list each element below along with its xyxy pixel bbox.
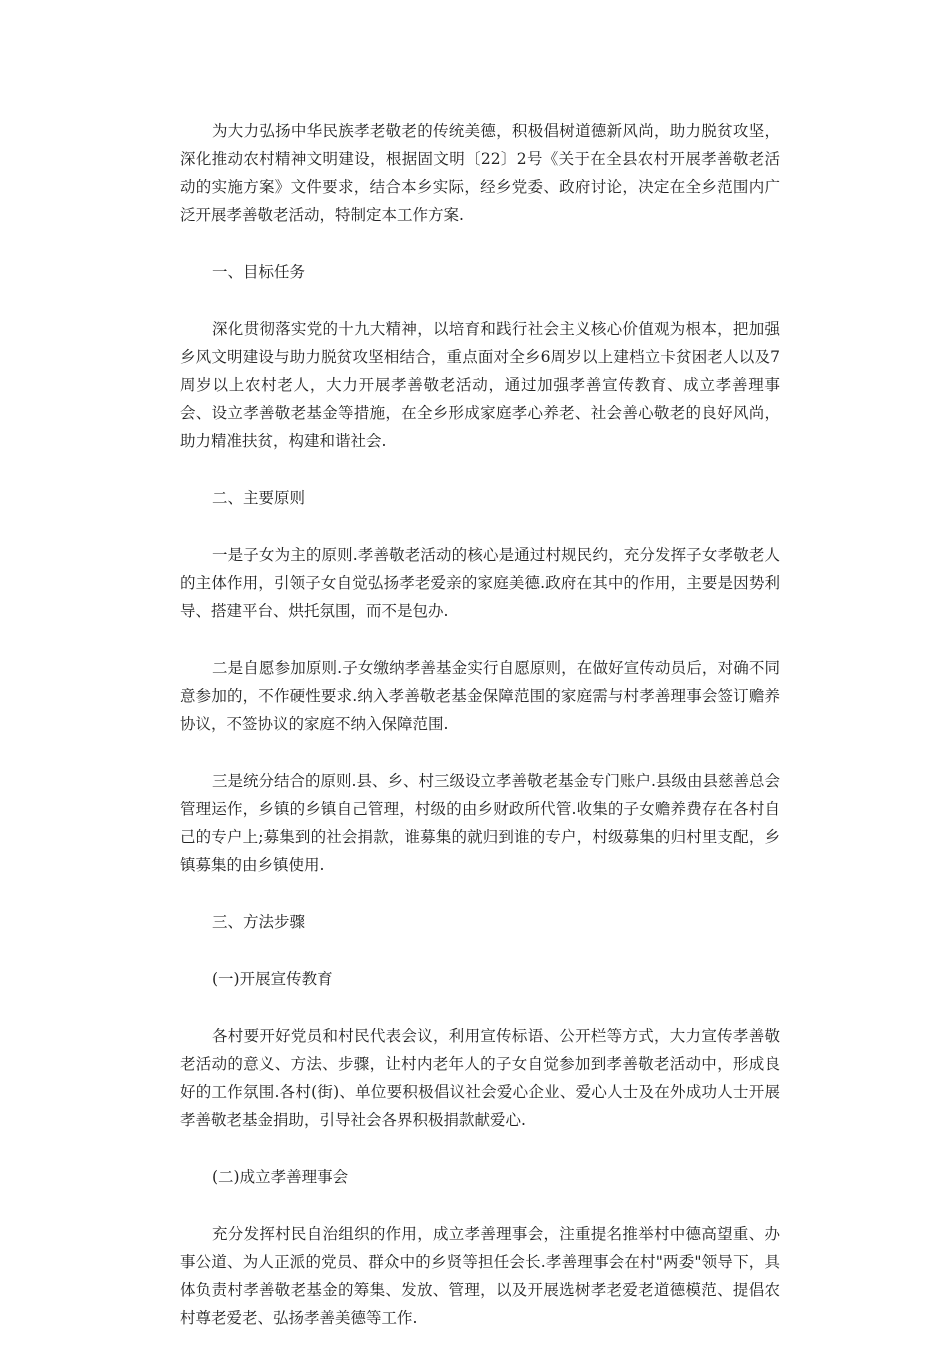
subsection-heading-council: (二)成立孝善理事会 <box>212 1168 349 1186</box>
principle-paragraph-2: 二是自愿参加原则.子女缴纳孝善基金实行自愿原则，在做好宣传动员后，对确不同意参加的，不作硬性要求.纳入孝善敬老基金保障范围的家庭需与村孝善理事会签订赡养协议，不签协议的家庭不纳入保障范围. <box>180 659 780 733</box>
principle-paragraph-3: 三是统分结合的原则.县、乡、村三级设立孝善敬老基金专门账户.县级由县慈善总会管理运作，乡镇的乡镇自己管理，村级的由乡财政所代管.收集的子女赡养费存在各村自己的专户上;募集到的社会捐款，谁募集的就归到谁的专户，村级募集的归村里支配，乡镇募集的由乡镇使用. <box>180 772 780 874</box>
principle-paragraph-1: 一是子女为主的原则.孝善敬老活动的核心是通过村规民约，充分发挥子女孝敬老人的主体作用，引领子女自觉弘扬孝老爱亲的家庭美德.政府在其中的作用，主要是因势利导、搭建平台、烘托氛围，而不是包办. <box>180 546 780 620</box>
section-heading-methods: 三、方法步骤 <box>212 913 306 931</box>
publicity-paragraph: 各村要开好党员和村民代表会议，利用宣传标语、公开栏等方式，大力宣传孝善敬老活动的意义、方法、步骤，让村内老年人的子女自觉参加到孝善敬老活动中，形成良好的工作氛围.各村(街)、单位要积极倡议社会爱心企业、爱心人士及在外成功人士开展孝善敬老基金捐助，引导社会各界积极捐款献爱心. <box>180 1027 780 1129</box>
section-heading-goals: 一、目标任务 <box>212 263 306 281</box>
goals-paragraph: 深化贯彻落实党的十九大精神，以培育和践行社会主义核心价值观为根本，把加强乡风文明建设与助力脱贫攻坚相结合，重点面对全乡6周岁以上建档立卡贫困老人以及7周岁以上农村老人，大力开展孝善敬老活动，通过加强孝善宣传教育、成立孝善理事会、设立孝善敬老基金等措施，在全乡形成家庭孝心养老、社会善心敬老的良好风尚，助力精准扶贫，构建和谐社会. <box>180 320 780 450</box>
council-paragraph: 充分发挥村民自治组织的作用，成立孝善理事会，注重提名推举村中德高望重、办事公道、为人正派的党员、群众中的乡贤等担任会长.孝善理事会在村"两委"领导下，具体负责村孝善敬老基金的筹集、发放、管理，以及开展选树孝老爱老道德模范、提倡农村尊老爱老、弘扬孝善美德等工作. <box>180 1225 780 1327</box>
intro-paragraph: 为大力弘扬中华民族孝老敬老的传统美德，积极倡树道德新风尚，助力脱贫攻坚，深化推动农村精神文明建设，根据固文明〔22〕2号《关于在全县农村开展孝善敬老活动的实施方案》文件要求，结合本乡实际，经乡党委、政府讨论，决定在全乡范围内广泛开展孝善敬老活动，特制定本工作方案. <box>180 122 780 224</box>
subsection-heading-publicity: (一)开展宣传教育 <box>212 970 333 988</box>
section-heading-principles: 二、主要原则 <box>212 489 306 507</box>
document-body <box>180 117 780 1361</box>
